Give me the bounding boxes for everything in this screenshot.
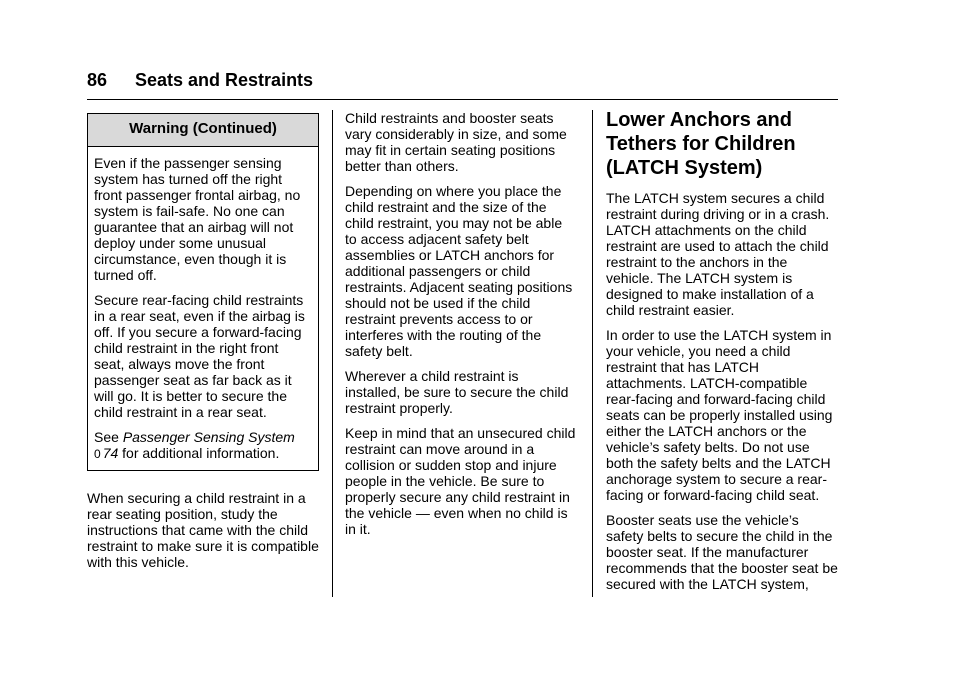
warning-paragraph: Secure rear-facing child restraints in a rear seat, even if the airbag is off. If you secure a forward-facing child restraint in the right front seat, always move the front passenger seat as far back as it will go. It is better to secure the child restraint in a rear seat. (94, 292, 305, 420)
header-rule (87, 99, 838, 100)
column-2 (345, 110, 577, 546)
see-prefix: See (94, 429, 123, 445)
body-paragraph: Keep in mind that an unsecured child restraint can move around in a collision or sudden stop and injure people in the vehicle. Be sure to properly secure any child restraint in the vehicle — even when no child is in it. (345, 425, 576, 537)
warning-body (88, 147, 318, 470)
page-number: 86 (87, 70, 108, 90)
warning-box (87, 113, 319, 471)
page-header (87, 70, 837, 91)
column-3 (606, 110, 838, 601)
body-paragraph: Booster seats use the vehicle’s safety belts to secure the child in the booster seat. If the manufacturer recommends that the booster seat be secured with the LATCH system, (606, 512, 838, 592)
body-paragraph: Wherever a child restraint is installed, be sure to secure the child restraint properly. (345, 368, 569, 416)
column-divider-1 (332, 110, 333, 597)
page-reference-icon: 0 (94, 447, 101, 461)
section-title: Seats and Restraints (135, 70, 314, 90)
see-page[interactable]: 74 (102, 445, 119, 461)
see-suffix: for additional information. (118, 445, 280, 461)
latch-heading: Lower Anchors and Tethers for Children (LATCH System) (606, 109, 796, 179)
body-paragraph: Child restraints and booster seats vary considerably in size, and some may fit in certain seating positions better than others. (345, 110, 567, 174)
see-link[interactable]: Passenger Sensing System (122, 429, 295, 445)
column-divider-2 (592, 110, 593, 597)
column-1 (87, 110, 319, 579)
body-paragraph: In order to use the LATCH system in your vehicle, you need a child restraint that has LATCH attachments. LATCH-compatible rear-facing and forward-facing child seats can be properly installed using either the LATCH anchors or the vehicle’s safety belts. Do not use both the safety belts and the LATCH anchorage system to secure a rear-facing or forward-facing child seat. (606, 327, 833, 503)
warning-paragraph: Even if the passenger sensing system has turned off the right front passenger frontal airbag, no system is fail-safe. No one can guarantee that an airbag will not deploy under some unusual circumstance, even though it is turned off. (94, 155, 301, 283)
see-reference (94, 429, 311, 462)
warning-title: Warning (Continued) (88, 114, 318, 147)
body-paragraph: The LATCH system secures a child restraint during driving or in a crash. LATCH attachments on the child restraint are used to attach the child restraint to the anchors in the vehicle. The LATCH system is designed to make installation of a child restraint easier. (606, 190, 830, 318)
body-paragraph: Depending on where you place the child restraint and the size of the child restraint, you may not be able to access adjacent safety belt assemblies or LATCH anchors for additional passengers or child restraints. Adjacent seating positions should not be used if the child restraint prevents access to or interferes with the routing of the safety belt. (345, 183, 573, 359)
body-paragraph: When securing a child restraint in a rear seating position, study the instructions that came with the child restraint to make sure it is compatible with this vehicle. (87, 490, 319, 570)
